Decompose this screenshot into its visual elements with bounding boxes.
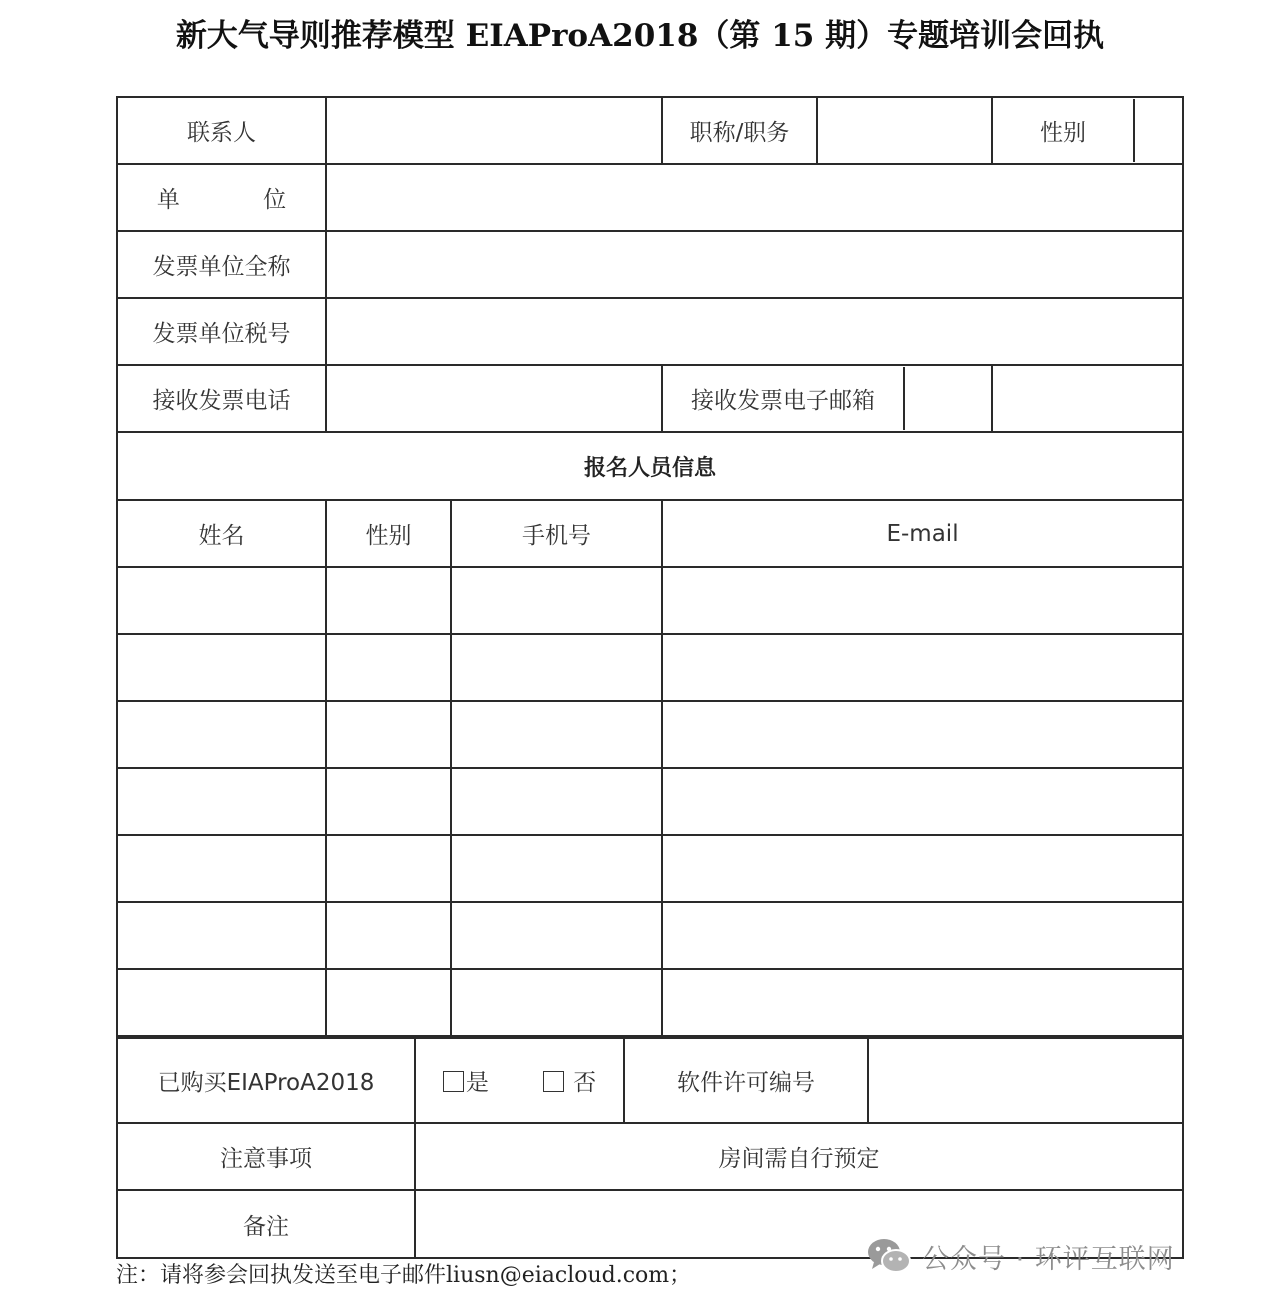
email-input[interactable] [662, 969, 1183, 1036]
name-input[interactable] [117, 902, 326, 969]
email-input[interactable] [662, 634, 1183, 701]
table-row [117, 634, 1183, 701]
section-heading: 报名人员信息 [117, 432, 1183, 500]
purchased-label: 已购买EIAProA2018 [117, 1038, 415, 1123]
license-label: 软件许可编号 [624, 1038, 868, 1123]
watermark-text: 公众号 · 环评互联网 [922, 1243, 1175, 1275]
no-checkbox[interactable] [543, 1071, 564, 1092]
license-field[interactable] [868, 1038, 1183, 1123]
gender-input[interactable] [326, 835, 451, 902]
watermark [866, 1236, 1175, 1276]
invoice-email-label: 接收发票电子邮箱 [663, 367, 905, 430]
email-input[interactable] [662, 701, 1183, 768]
invoice-tax-label: 发票单位税号 [117, 298, 326, 365]
gender-input[interactable] [326, 768, 451, 835]
gender-input[interactable] [326, 701, 451, 768]
name-input[interactable] [117, 835, 326, 902]
no-option-label: 否 [573, 1070, 597, 1096]
table-row [117, 768, 1183, 835]
invoice-email-field[interactable] [992, 365, 1183, 432]
phone-input[interactable] [451, 567, 662, 634]
email-input[interactable] [662, 768, 1183, 835]
phone-input[interactable] [451, 902, 662, 969]
unit-label: 单 位 [117, 164, 326, 231]
email-input[interactable] [662, 567, 1183, 634]
gender-input[interactable] [326, 902, 451, 969]
notes-value: 房间需自行预定 [415, 1123, 1183, 1190]
form-table-main [116, 96, 1184, 1037]
page-title: 新大气导则推荐模型 EIAProA2018（第 15 期）专题培训会回执 [175, 18, 1105, 54]
phone-input[interactable] [451, 835, 662, 902]
registration-form [116, 96, 1182, 1257]
email-input[interactable] [662, 902, 1183, 969]
yes-checkbox[interactable] [443, 1071, 464, 1092]
name-input[interactable] [117, 567, 326, 634]
invoice-email-cell [662, 365, 992, 432]
phone-input[interactable] [451, 634, 662, 701]
notes-label: 注意事项 [117, 1123, 415, 1190]
yes-option-label: 是 [465, 1070, 489, 1096]
remarks-label: 备注 [117, 1190, 415, 1258]
table-row [117, 969, 1183, 1036]
footnote: 注：请将参会回执发送至电子邮件liusn@eiacloud.com； [116, 1263, 692, 1288]
name-input[interactable] [117, 969, 326, 1036]
column-header: 手机号 [451, 500, 662, 567]
table-row [117, 835, 1183, 902]
invoice-name-label: 发票单位全称 [117, 231, 326, 298]
phone-input[interactable] [451, 969, 662, 1036]
form-table-bottom [116, 1037, 1184, 1259]
invoice-name-field[interactable] [326, 231, 1183, 298]
gender-input[interactable] [326, 634, 451, 701]
position-field[interactable] [817, 97, 992, 164]
wechat-icon [866, 1236, 912, 1276]
invoice-phone-field[interactable] [326, 365, 662, 432]
name-input[interactable] [117, 634, 326, 701]
invoice-phone-label: 接收发票电话 [117, 365, 326, 432]
gender-field[interactable] [1135, 99, 1182, 162]
table-row [117, 567, 1183, 634]
unit-field[interactable] [326, 164, 1183, 231]
email-input[interactable] [662, 835, 1183, 902]
column-header: 姓名 [117, 500, 326, 567]
contact-label: 联系人 [117, 97, 326, 164]
gender-input[interactable] [326, 969, 451, 1036]
gender-cell [992, 97, 1183, 164]
contact-field[interactable] [326, 97, 662, 164]
name-input[interactable] [117, 768, 326, 835]
invoice-tax-field[interactable] [326, 298, 1183, 365]
gender-input[interactable] [326, 567, 451, 634]
column-header: 性别 [326, 500, 451, 567]
purchased-options [415, 1038, 624, 1123]
table-row [117, 902, 1183, 969]
phone-input[interactable] [451, 768, 662, 835]
name-input[interactable] [117, 701, 326, 768]
gender-label: 性别 [993, 99, 1135, 162]
position-label: 职称/职务 [662, 97, 817, 164]
phone-input[interactable] [451, 701, 662, 768]
column-header: E-mail [662, 500, 1183, 567]
table-row [117, 701, 1183, 768]
